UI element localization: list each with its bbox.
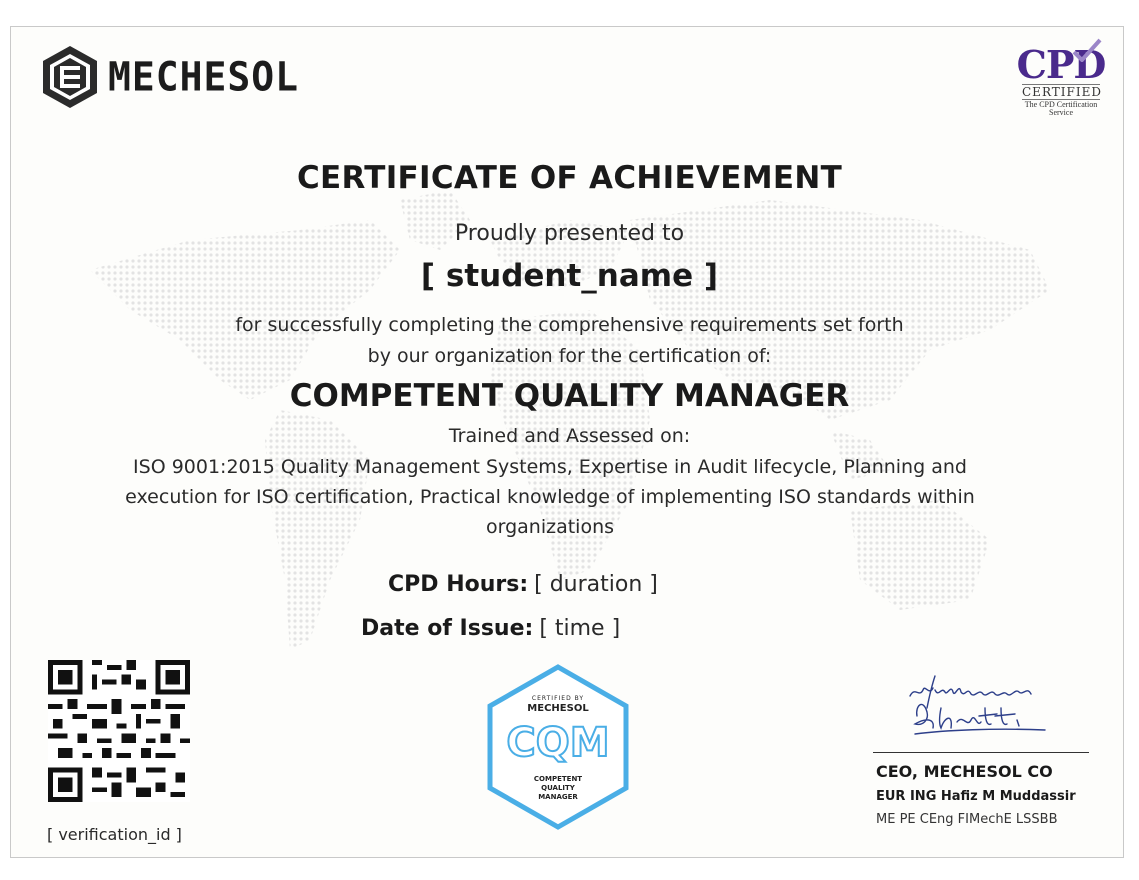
cpd-certified-logo — [1012, 38, 1110, 128]
verification-id: [ verification_id ] — [47, 825, 182, 844]
qr-code-icon — [48, 660, 190, 802]
cpd-hours-value: [ duration ] — [534, 572, 658, 597]
cqm-badge — [486, 664, 630, 830]
handwritten-signature-icon — [905, 668, 1055, 748]
badge-line-1: COMPETENT — [533, 775, 583, 783]
badge-certified-by: CERTIFIED BY — [531, 695, 585, 702]
brand-name: MECHESOL — [108, 53, 300, 101]
completion-description — [0, 310, 1139, 372]
student-name: [ student_name ] — [420, 258, 719, 294]
description-line-1: for successfully completing the comprehensive requirements set forth — [235, 314, 904, 336]
date-label: Date of Issue: — [361, 616, 534, 641]
mechesol-hexagon-logo-icon — [40, 44, 100, 110]
cpd-hours — [388, 572, 658, 597]
cpd-certified-text: CERTIFIED — [1022, 85, 1102, 99]
cpd-hours-label: CPD Hours: — [388, 572, 529, 597]
training-topics: ISO 9001:2015 Quality Management Systems, Expertise in Audit lifecycle, Planning and execution for ISO certification, Practical knowledge of implementing ISO standards within organizations — [125, 456, 975, 538]
badge-code: CQM — [506, 720, 610, 766]
date-value: [ time ] — [539, 616, 621, 641]
presented-to: Proudly presented to — [454, 221, 685, 246]
trained-heading: Trained and Assessed on: — [448, 425, 691, 447]
badge-brand: MECHESOL — [527, 703, 589, 714]
signature-line — [873, 752, 1089, 753]
cpd-mark: CPD — [1016, 42, 1106, 87]
signatory-qualifications: ME PE CEng FIMechE LSSBB — [876, 812, 1058, 827]
badge-line-3: MANAGER — [538, 793, 578, 801]
badge-line-2: QUALITY — [541, 784, 575, 792]
check-icon — [1072, 38, 1102, 62]
description-line-2: by our organization for the certification of: — [367, 345, 772, 367]
signatory-name: EUR ING Hafiz M Muddassir — [876, 789, 1076, 804]
signatory-role: CEO, MECHESOL CO — [876, 762, 1053, 781]
certificate-title: CERTIFICATE OF ACHIEVEMENT — [296, 160, 843, 196]
date-of-issue — [361, 616, 620, 641]
cpd-service-text: The CPD Certification Service — [1024, 100, 1098, 117]
mechesol-logo — [40, 44, 299, 110]
course-title: COMPETENT QUALITY MANAGER — [289, 378, 850, 414]
